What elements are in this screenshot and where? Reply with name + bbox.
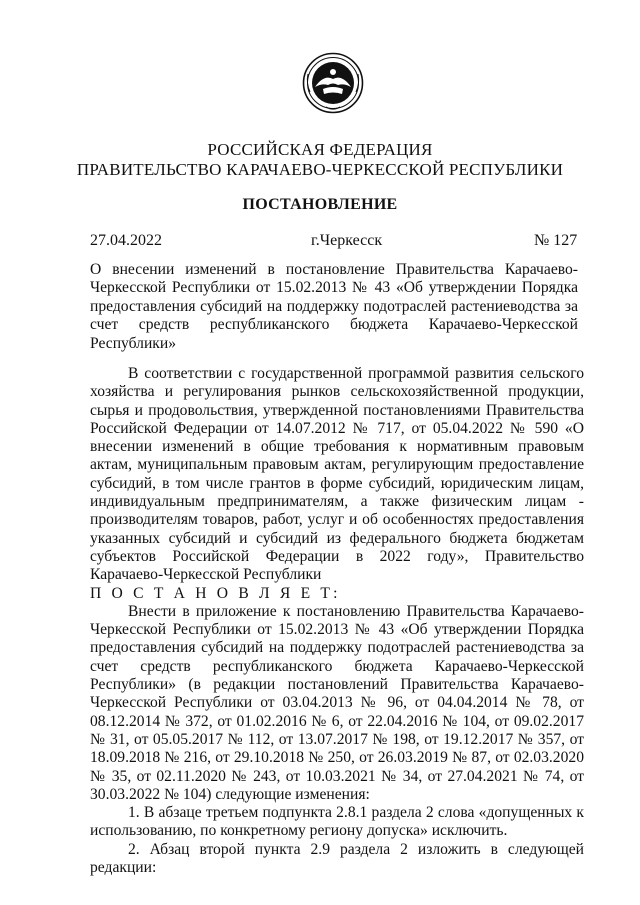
document-city: г.Черкесск	[311, 232, 383, 249]
amendment-item-2: 2. Абзац второй пункта 2.9 раздела 2 изложить в следующей редакции:	[90, 840, 584, 877]
document-number: № 127	[534, 232, 578, 249]
amendment-item-1: 1. В абзаце третьем подпункта 2.8.1 раздела 2 слова «допущенных к использованию, по конкретному региону допуска» исключить.	[90, 804, 584, 840]
coat-of-arms-emblem-icon	[302, 52, 364, 114]
document-type-title: ПОСТАНОВЛЕНИЕ	[242, 196, 398, 213]
preamble-paragraph: В соответствии с государственной программой развития сельского хозяйства и регулирования рынков сельскохозяйственной продукции, сырья и продовольствия, утвержденной постановлениями Правительства Российской Федерации от 14.07.2012 № 717, от 05.04.2022 № 590 «О внесении изменений в общие требования к нормативным правовым актам, муниципальным правовым актам, регулирующим предоставление субсидий, в том числе грантов в форме субсидий, юридическим лицам, индивидуальным предпринимателям, а также физическим лицам - производителям товаров, работ, услуг и об особенностях предоставления указанных субсидий и субсидий из федерального бюджета бюджетам субъектов Российской Федерации в 2022 году», Правительство Карачаево-Черкесской Республики	[90, 365, 584, 584]
decree-word: П О С Т А Н О В Л Я Е Т:	[90, 584, 341, 602]
government-title: ПРАВИТЕЛЬСТВО КАРАЧАЕВО-ЧЕРКЕССКОЙ РЕСПУБЛИКИ	[76, 160, 564, 179]
document-date: 27.04.2022	[90, 232, 162, 249]
document-subject: О внесении изменений в постановление Правительства Карачаево-Черкесской Республики от 15.02.2013 № 43 «Об утверждении Порядка предоставления субсидий на поддержку подотраслей растениеводства за счет средств республиканского бюджета Карачаево-Черкесской Республики»	[90, 261, 578, 352]
amendment-paragraph: Внести в приложение к постановлению Правительства Карачаево-Черкесской Республики от 15.02.2013 № 43 «Об утверждении Порядка предоставления субсидий на поддержку подотраслей растениеводства за счет средств республиканского бюджета Карачаево-Черкесской Республики» (в редакции постановлений Правительства Карачаево-Черкесской Республики от 03.04.2013 № 96, от 04.04.2014 № 78, от 08.12.2014 № 372, от 01.02.2016 № 6, от 22.04.2016 № 104, от 09.02.2017 № 31, от 05.05.2017 № 112, от 13.07.2017 № 198, от 19.12.2017 № 357, от 18.09.2018 № 216, от 29.10.2018 № 250, от 26.03.2019 № 87, от 02.03.2020 № 35, от 02.11.2020 № 243, от 10.03.2021 № 34, от 27.04.2021 № 74, от 30.03.2022 № 104) следующие изменения:	[90, 602, 584, 803]
document-body	[90, 365, 584, 877]
country-title: РОССИЙСКАЯ ФЕДЕРАЦИЯ	[207, 140, 433, 159]
